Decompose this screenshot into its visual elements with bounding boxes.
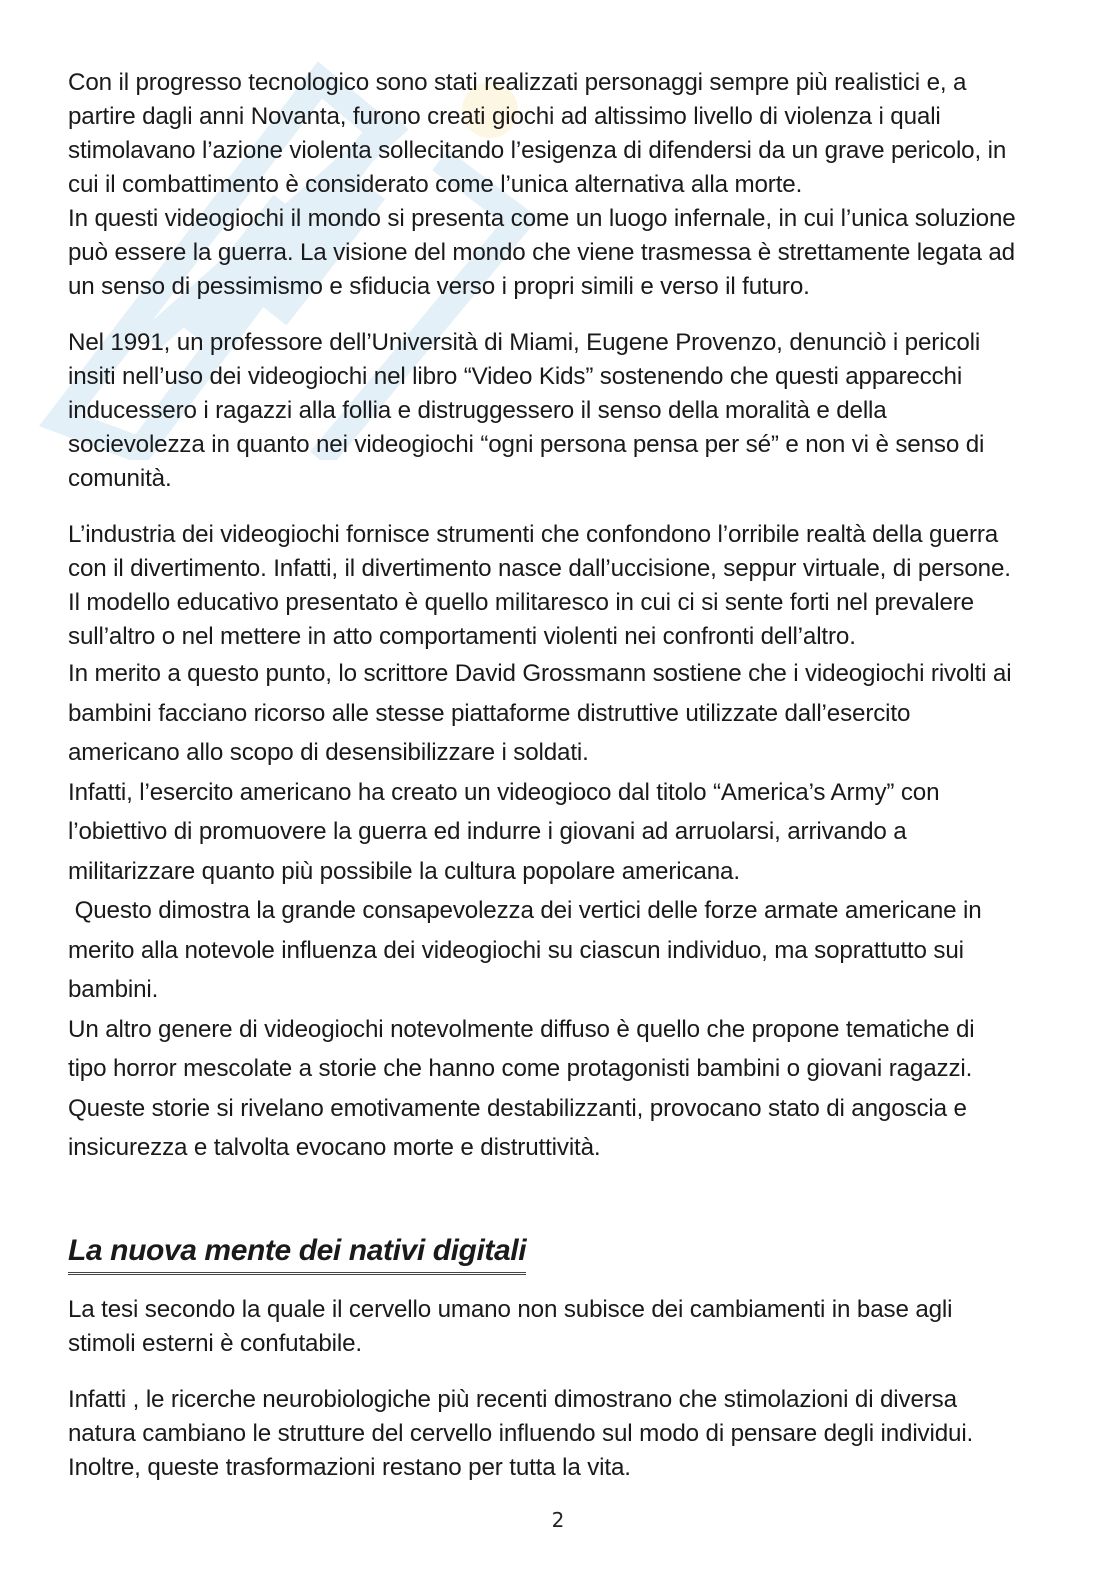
text-line: Nel 1991, un professore dell’Università di Miami, Eugene Provenzo, denunciò i pericoli xyxy=(68,329,981,356)
text-line: stimoli esterni è confutabile. xyxy=(68,1329,362,1357)
page-number: 2 xyxy=(551,1508,565,1532)
text-line: bambini. xyxy=(68,976,159,1003)
text-line: un senso di pessimismo e sfiducia verso i propri simili e verso il futuro. xyxy=(68,273,810,300)
text-line: insiti nell’uso dei videogiochi nel libro “Video Kids” sostenendo che questi apparecchi xyxy=(68,363,963,390)
text-line: insicurezza e talvolta evocano morte e distruttività. xyxy=(68,1134,601,1161)
text-line: inducessero i ragazzi alla follia e distruggessero il senso della moralità e della xyxy=(68,397,887,424)
text-line: americano allo scopo di desensibilizzare i soldati. xyxy=(68,739,589,766)
paragraph-ricerche xyxy=(68,1383,1048,1485)
text-line: merito alla notevole influenza dei videogiochi su ciascun individuo, ma soprattutto sui xyxy=(68,936,964,964)
text-line: con il divertimento. Infatti, il divertimento nasce dall’uccisione, seppur virtuale, di persone. xyxy=(68,555,1011,582)
text-line: Un altro genere di videogiochi notevolmente diffuso è quello che propone tematiche di xyxy=(68,1015,975,1043)
text-line: Questo dimostra la grande consapevolezza dei vertici delle forze armate americane in xyxy=(68,897,982,924)
text-line: Queste storie si rivelano emotivamente destabilizzanti, provocano stato di angoscia e xyxy=(68,1094,967,1122)
text-line: Infatti , le ricerche neurobiologiche più recenti dimostrano che stimolazioni di diversa xyxy=(68,1385,957,1413)
text-line: socievolezza in quanto nei videogiochi “ogni persona pensa per sé” e non vi è senso di xyxy=(68,431,985,458)
text-line: Con il progresso tecnologico sono stati realizzati personaggi sempre più realistici e, a xyxy=(68,69,967,96)
text-line: comunità. xyxy=(68,465,172,492)
text-line: bambini facciano ricorso alle stesse piattaforme distruttive utilizzate dall’esercito xyxy=(68,699,911,727)
section-heading: La nuova mente dei nativi digitali xyxy=(68,1232,526,1275)
text-line: l’obiettivo di promuovere la guerra ed indurre i giovani ad arruolarsi, arrivando a xyxy=(68,818,907,845)
paragraph-industria xyxy=(68,518,1048,654)
text-line: In questi videogiochi il mondo si presenta come un luogo infernale, in cui l’unica soluzione xyxy=(68,205,1016,232)
text-line: militarizzare quanto più possibile la cultura popolare americana. xyxy=(68,857,740,885)
paragraph-intro xyxy=(68,66,1048,304)
text-line: stimolavano l’azione violenta sollecitando l’esigenza di difendersi da un grave pericolo, in xyxy=(68,137,1007,164)
text-line: può essere la guerra. La visione del mondo che viene trasmessa è strettamente legata ad xyxy=(68,239,1015,266)
text-line: natura cambiano le strutture del cervello influendo sul modo di pensare degli individui. xyxy=(68,1419,974,1447)
text-line: La tesi secondo la quale il cervello umano non subisce dei cambiamenti in base agli xyxy=(68,1295,953,1323)
text-line: partire dagli anni Novanta, furono creati giochi ad altissimo livello di violenza i quali xyxy=(68,103,941,130)
paragraph-provenzo xyxy=(68,326,1048,496)
paragraph-grossmann xyxy=(68,654,1048,1168)
document-body xyxy=(68,66,1048,1485)
text-line: cui il combattimento è considerato come l’unica alternativa alla morte. xyxy=(68,171,803,198)
text-line: sull’altro o nel mettere in atto comportamenti violenti nei confronti dell’altro. xyxy=(68,623,856,650)
text-line: Il modello educativo presentato è quello militaresco in cui ci si sente forti nel prevalere xyxy=(68,589,974,616)
text-line: In merito a questo punto, lo scrittore David Grossmann sostiene che i videogiochi rivolti ai xyxy=(68,660,1012,687)
text-line: Infatti, l’esercito americano ha creato un videogioco dal titolo “America’s Army” con xyxy=(68,778,940,806)
text-line: L’industria dei videogiochi fornisce strumenti che confondono l’orribile realtà della guerra xyxy=(68,521,999,548)
text-line: Inoltre, queste trasformazioni restano per tutta la vita. xyxy=(68,1453,631,1481)
text-line: tipo horror mescolate a storie che hanno come protagonisti bambini o giovani ragazzi. xyxy=(68,1055,973,1082)
paragraph-tesi xyxy=(68,1293,1048,1361)
